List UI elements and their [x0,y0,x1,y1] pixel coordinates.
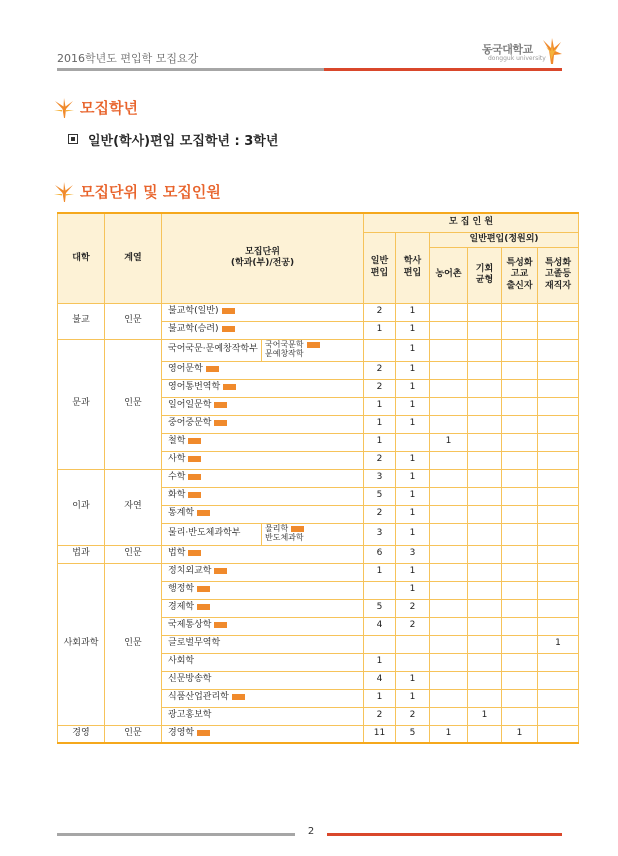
cell-college: 사회과학 [58,563,105,725]
unit-badge-icon [214,402,227,408]
cell-special-grad [538,617,579,635]
cell-special-grad [538,321,579,339]
cell-farm [430,397,468,415]
unit-name: 일어일문학 [168,400,212,411]
header-unit-sub: (학과(부)/전공) [230,258,295,269]
cell-general: 1 [364,397,396,415]
cell-equal [468,469,502,487]
recruitment-table [57,212,579,744]
header-special-grad-line2: 고졸등 [544,269,572,280]
header-equal-line2: 균형 [475,275,494,285]
header-recruit: 모 집 인 원 [364,213,579,232]
cell-general: 1 [364,415,396,433]
cell-special-hs [502,707,538,725]
unit-badge-icon [188,456,201,462]
cell-farm [430,545,468,563]
header-special-grad-line3: 재직자 [544,280,572,291]
unit-name: 영어문학 [168,364,203,375]
section-flame-icon [54,98,74,118]
header-rule-red [324,68,562,71]
unit-badge-icon [222,326,235,332]
cell-special-hs [502,469,538,487]
cell-equal [468,523,502,545]
unit-badge-icon [188,438,201,444]
cell-unit [162,707,364,725]
cell-special-grad [538,487,579,505]
cell-special-grad [538,563,579,581]
unit-name: 광고홍보학 [168,710,212,721]
cell-special-hs [502,433,538,451]
cell-special-grad [538,379,579,397]
cell-special-hs [502,505,538,523]
cell-special-hs: 1 [502,725,538,743]
cell-bachelor: 2 [396,599,430,617]
cell-special-grad [538,671,579,689]
cell-unit [162,563,364,581]
unit-name: 수학 [168,472,186,483]
section-title-units: 모집단위 및 모집인원 [80,183,221,201]
cell-bachelor: 1 [396,505,430,523]
cell-special-hs [502,523,538,545]
header-farm: 농어촌 [430,247,468,303]
cell-unit [162,635,364,653]
cell-unit [162,617,364,635]
cell-field: 인문 [105,339,162,469]
header-general-line1: 일반 [370,256,389,267]
cell-unit [162,545,364,563]
cell-special-hs [502,379,538,397]
cell-special-hs [502,339,538,361]
header-unit-label: 모집단위 [245,247,280,257]
cell-special-hs [502,487,538,505]
cell-special-grad [538,523,579,545]
recruitment-table-body [58,303,579,743]
cell-general: 5 [364,599,396,617]
header-bachelor-line1: 학사 [403,256,422,267]
cell-unit [162,379,364,397]
table-row [58,339,579,361]
cell-unit [162,433,364,451]
year-bullet [68,130,278,149]
footer-rule-red [327,833,562,836]
cell-special-hs [502,451,538,469]
cell-farm [430,689,468,707]
cell-special-hs [502,563,538,581]
sub-major-line: 물리학 [265,525,363,534]
cell-general [364,339,396,361]
cell-equal [468,505,502,523]
cell-special-hs [502,321,538,339]
cell-bachelor: 1 [396,581,430,599]
unit-name: 사회학 [168,656,195,667]
cell-college: 이과 [58,469,105,545]
cell-equal [468,563,502,581]
cell-special-grad [538,339,579,361]
section-flame-icon [54,182,74,202]
cell-college: 법과 [58,545,105,563]
header-equal-line1: 기회 [475,263,494,274]
cell-unit [162,653,364,671]
cell-bachelor: 1 [396,303,430,321]
table-row [58,725,579,743]
unit-badge-icon [206,366,219,372]
unit-name: 물리·반도체과학부 [168,528,241,539]
unit-badge-icon [232,694,245,700]
university-logo [482,38,562,68]
unit-badge-icon [214,420,227,426]
cell-farm [430,379,468,397]
unit-name: 화학 [168,490,186,501]
cell-bachelor: 1 [396,563,430,581]
cell-equal [468,303,502,321]
cell-equal [468,617,502,635]
cell-general: 2 [364,361,396,379]
cell-unit [162,599,364,617]
sub-major-line: 반도체과학 [265,533,304,542]
unit-name: 국제통상학 [168,620,212,631]
cell-special-grad [538,433,579,451]
cell-field: 인문 [105,303,162,339]
unit-name: 경영학 [168,728,195,739]
cell-field: 자연 [105,469,162,545]
cell-bachelor: 1 [396,321,430,339]
unit-badge-icon [197,604,210,610]
cell-general: 2 [364,505,396,523]
cell-unit [162,451,364,469]
unit-badge-icon [291,526,304,532]
cell-farm [430,635,468,653]
cell-special-hs [502,689,538,707]
cell-unit [162,725,364,743]
cell-general: 1 [364,433,396,451]
logo-flame-icon [540,38,562,64]
cell-equal [468,321,502,339]
header-equal [468,247,502,303]
cell-unit [162,689,364,707]
cell-equal [468,689,502,707]
cell-farm [430,505,468,523]
cell-special-grad [538,653,579,671]
cell-general: 1 [364,689,396,707]
header-special-hs [502,247,538,303]
cell-field: 인문 [105,563,162,725]
unit-name: 경제학 [168,602,195,613]
cell-general: 1 [364,563,396,581]
header-field: 계열 [105,213,162,303]
cell-special-hs [502,397,538,415]
cell-bachelor: 1 [396,689,430,707]
cell-special-grad [538,707,579,725]
cell-special-hs [502,545,538,563]
cell-general [364,581,396,599]
cell-bachelor [396,433,430,451]
unit-name: 영어통번역학 [168,382,221,393]
cell-bachelor: 2 [396,617,430,635]
cell-farm [430,617,468,635]
year-bullet-text: 일반(학사)편입 모집학년 : 3학년 [88,134,279,149]
table-row [58,469,579,487]
cell-special-hs [502,415,538,433]
cell-bachelor [396,653,430,671]
table-row [58,563,579,581]
header-college: 대학 [58,213,105,303]
cell-unit [162,523,262,545]
cell-special-grad [538,725,579,743]
cell-farm: 1 [430,433,468,451]
cell-unit [162,361,364,379]
unit-badge-icon [222,308,235,314]
cell-unit [162,397,364,415]
cell-general: 6 [364,545,396,563]
table-row [58,545,579,563]
cell-general: 1 [364,653,396,671]
cell-special-hs [502,653,538,671]
cell-equal [468,379,502,397]
cell-general: 4 [364,671,396,689]
header-bachelor-line2: 편입 [403,267,422,278]
cell-unit [162,339,262,361]
cell-general: 3 [364,523,396,545]
cell-special-grad [538,361,579,379]
cell-special-grad [538,689,579,707]
cell-equal [468,635,502,653]
unit-badge-icon [188,474,201,480]
cell-farm [430,671,468,689]
cell-bachelor: 1 [396,523,430,545]
cell-farm [430,469,468,487]
unit-badge-icon [197,586,210,592]
cell-equal [468,653,502,671]
header-general-quota: 일반편입(정원외) [430,232,579,247]
cell-bachelor: 1 [396,397,430,415]
header-special-hs-line1: 특성화 [506,258,533,269]
cell-farm [430,339,468,361]
cell-farm [430,451,468,469]
cell-special-hs [502,599,538,617]
cell-farm [430,361,468,379]
cell-equal [468,415,502,433]
unit-name: 철학 [168,436,186,447]
unit-name: 행정학 [168,584,195,595]
cell-general: 11 [364,725,396,743]
cell-general [364,635,396,653]
sub-major-line: 국어국문학 [265,341,363,350]
cell-bachelor: 2 [396,707,430,725]
cell-bachelor: 1 [396,339,430,361]
cell-bachelor: 5 [396,725,430,743]
header-special-hs-line3: 출신자 [506,280,533,291]
cell-equal [468,451,502,469]
cell-special-grad [538,469,579,487]
cell-college: 불교 [58,303,105,339]
unit-name: 국어국문·문예창작학부 [168,344,258,355]
cell-sub-major [262,523,364,545]
unit-name: 식품산업관리학 [168,692,229,703]
unit-badge-icon [223,384,236,390]
cell-special-grad [538,451,579,469]
cell-equal [468,581,502,599]
cell-special-grad [538,397,579,415]
cell-general: 2 [364,707,396,725]
unit-badge-icon [197,510,210,516]
unit-badge-icon [307,342,320,348]
footer-rule-gray [57,833,295,836]
cell-unit [162,303,364,321]
cell-unit [162,415,364,433]
cell-farm [430,707,468,725]
cell-special-hs [502,303,538,321]
page-number: 2 [307,826,315,837]
cell-sub-major [262,339,364,361]
cell-general: 2 [364,451,396,469]
cell-bachelor: 1 [396,469,430,487]
cell-unit [162,505,364,523]
cell-general: 1 [364,321,396,339]
unit-badge-icon [214,568,227,574]
cell-farm [430,523,468,545]
table-row [58,303,579,321]
section-title-year: 모집학년 [80,99,138,117]
cell-special-hs [502,671,538,689]
unit-name: 법학 [168,548,186,559]
cell-unit [162,321,364,339]
cell-special-hs [502,581,538,599]
unit-badge-icon [188,492,201,498]
cell-equal: 1 [468,707,502,725]
unit-name: 사학 [168,454,186,465]
square-bullet-icon [68,134,78,144]
unit-name: 통계학 [168,508,195,519]
header-unit [162,213,364,303]
header-special-grad [538,247,579,303]
cell-equal [468,671,502,689]
cell-special-grad [538,545,579,563]
cell-general: 5 [364,487,396,505]
unit-badge-icon [197,730,210,736]
cell-bachelor: 1 [396,671,430,689]
cell-bachelor [396,635,430,653]
cell-general: 2 [364,379,396,397]
unit-name: 중어중문학 [168,418,212,429]
header-general-line2: 편입 [370,267,389,278]
unit-badge-icon [214,622,227,628]
cell-bachelor: 1 [396,361,430,379]
logo-name: 동국대학교 [482,43,533,56]
header-rule-gray [57,68,324,71]
document-header-title: 2016학년도 편입학 모집요강 [57,52,199,65]
cell-bachelor: 1 [396,487,430,505]
cell-farm [430,303,468,321]
cell-farm [430,415,468,433]
cell-college: 문과 [58,339,105,469]
cell-farm [430,581,468,599]
cell-special-grad [538,505,579,523]
cell-special-grad [538,415,579,433]
cell-field: 인문 [105,545,162,563]
cell-farm [430,653,468,671]
cell-special-hs [502,361,538,379]
cell-special-grad [538,581,579,599]
unit-name: 불교학(승려) [168,324,219,335]
cell-special-hs [502,635,538,653]
unit-name: 글로벌무역학 [168,638,221,649]
cell-special-grad [538,599,579,617]
unit-badge-icon [188,550,201,556]
cell-general: 3 [364,469,396,487]
cell-equal [468,361,502,379]
cell-farm [430,321,468,339]
cell-special-grad [538,303,579,321]
cell-unit [162,487,364,505]
header-bachelor [396,232,430,303]
logo-subtitle: dongguk university [488,55,546,62]
cell-equal [468,397,502,415]
cell-farm [430,487,468,505]
cell-unit [162,581,364,599]
cell-equal [468,599,502,617]
sub-major-line: 문예창작학 [265,349,304,358]
cell-special-hs [502,617,538,635]
unit-name: 불교학(일반) [168,306,219,317]
cell-equal [468,433,502,451]
header-special-grad-line1: 특성화 [544,258,572,269]
cell-farm: 1 [430,725,468,743]
header-special-hs-line2: 고교 [510,269,529,280]
cell-equal [468,725,502,743]
cell-equal [468,487,502,505]
cell-equal [468,545,502,563]
cell-unit [162,671,364,689]
cell-farm [430,599,468,617]
cell-bachelor: 3 [396,545,430,563]
cell-bachelor: 1 [396,379,430,397]
cell-field: 인문 [105,725,162,743]
cell-equal [468,339,502,361]
cell-bachelor: 1 [396,415,430,433]
cell-unit [162,469,364,487]
cell-general: 4 [364,617,396,635]
cell-general: 2 [364,303,396,321]
cell-bachelor: 1 [396,451,430,469]
cell-farm [430,563,468,581]
cell-college: 경영 [58,725,105,743]
unit-name: 정치외교학 [168,566,212,577]
header-general [364,232,396,303]
unit-name: 신문방송학 [168,674,212,685]
cell-special-grad: 1 [538,635,579,653]
